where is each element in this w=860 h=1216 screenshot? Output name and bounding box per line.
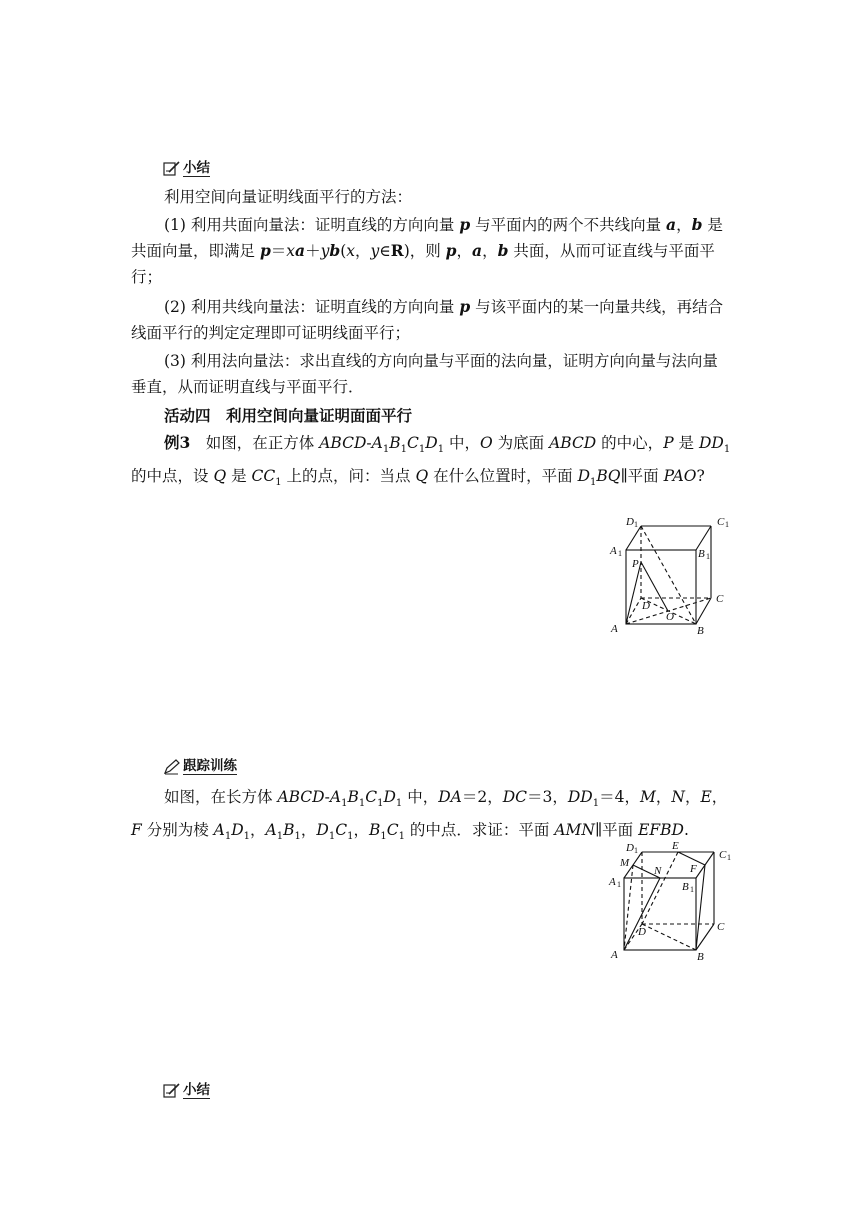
summary-tag-label: 小结 (183, 160, 210, 176)
svg-text:1: 1 (706, 552, 710, 561)
svg-text:1: 1 (634, 846, 638, 855)
label-e: E (672, 840, 679, 852)
label-b1: B (682, 881, 689, 893)
line-db (642, 924, 696, 950)
label-c: C (716, 593, 724, 605)
edge-ad (626, 598, 641, 624)
summary-tag-2-label: 小结 (183, 1082, 210, 1098)
summary-item-2: (2) 利用共线向量法：证明直线的方向向量 p 与该平面内的某一向量共线，再结合线面平行的判定定理即可证明线面平行； (131, 297, 724, 342)
pencil-note-icon (163, 161, 181, 177)
training-tag-label: 跟踪训练 (183, 758, 237, 774)
label-p: P (632, 558, 639, 570)
edge-bc (696, 598, 711, 624)
label-b: B (697, 625, 704, 637)
training-text: 如图，在长方体 ABCD-$A_1B_1C_1D_1$ 中，DA＝2，DC＝3，$DD_1=4$，M，N，E，F 分别为棱 $A_1D_1$，$A_1B_1$，$D_1C_1$，$B_1C_1$ 的中点．求证：平面 AMN∥平面 EFBD. (131, 788, 728, 843)
edge-a1d1 (626, 526, 641, 550)
svg-text:1: 1 (618, 549, 622, 558)
line-fb (696, 865, 705, 950)
cuboid-figure (606, 838, 736, 964)
label-b: B (697, 951, 704, 963)
label-a: A (611, 949, 618, 961)
svg-text:1: 1 (690, 885, 694, 894)
label-d: D (638, 926, 646, 938)
svg-text:1: 1 (725, 520, 729, 529)
svg-text:1: 1 (617, 880, 621, 889)
label-d1: D (626, 516, 634, 528)
label-c1: C (719, 849, 727, 861)
label-a: A (611, 623, 618, 635)
label-a1: A (609, 876, 616, 888)
label-b1: B (698, 548, 705, 560)
activity4-title: 活动四 利用空间向量证明面面平行 (164, 407, 413, 425)
label-c1: C (717, 516, 725, 528)
label-c: C (717, 921, 725, 933)
label-d: D (642, 600, 650, 612)
summary-item-1: (1) 利用共面向量法：证明直线的方向向量 p 与平面内的两个不共线向量 a，b 是共面向量，即满足 p＝xa＋yb(x，y∈R)，则 p，a，b 共面，从而可证直线与平面平行； (131, 215, 723, 286)
label-m: M (620, 857, 630, 869)
label-o: O (666, 611, 674, 623)
edge-b1c1 (696, 526, 711, 550)
example3: 例3 如图，在正方体 ABCD-$A_1B_1C_1D_1$ 中，O 为底面 ABCD 的中心，P 是 $DD_1$ 的中点，设 Q 是 $CC_1$ 上的点，问：当点 Q 在什么位置时，平面 $D_1BQ\parallel$平面 PAO? (131, 433, 731, 489)
example3-label: 例3 (164, 433, 191, 452)
summary-tag (163, 160, 210, 177)
label-n: N (654, 865, 662, 877)
summary-tag-2 (163, 1082, 210, 1099)
line-ed (642, 852, 678, 924)
cube-figure (606, 512, 736, 638)
summary-intro: 利用空间向量证明线面平行的方法： (164, 188, 413, 206)
training-tag (163, 758, 237, 775)
svg-text:1: 1 (727, 853, 731, 862)
label-f: F (690, 863, 697, 875)
label-d1: D (626, 842, 634, 854)
pencil-note-icon (163, 1083, 181, 1099)
summary-item-3: (3) 利用法向量法：求出直线的方向向量与平面的法向量，证明方向向量与法向量垂直，从而证明直线与平面平行． (131, 352, 718, 396)
pencil-icon (163, 759, 181, 775)
label-a1: A (610, 545, 617, 557)
line-pa (626, 562, 641, 624)
svg-text:1: 1 (634, 520, 638, 529)
